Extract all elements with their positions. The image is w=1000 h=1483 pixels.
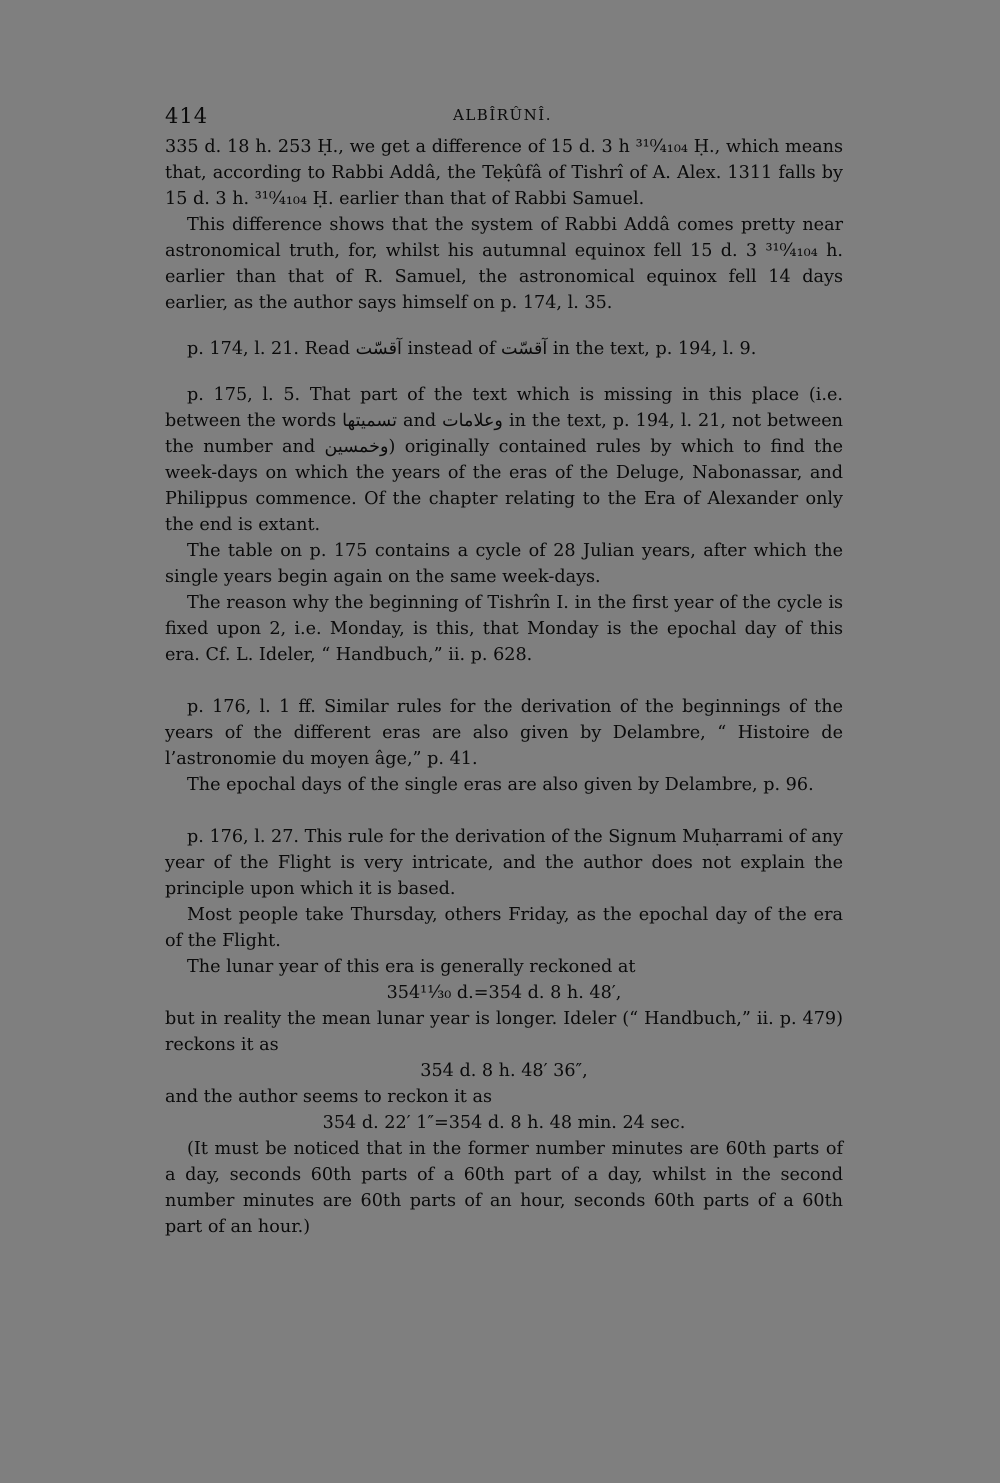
paragraph: but in reality the mean lunar year is longer. Ideler (“ Handbuch,” ii. p. 479) reckons it as: [165, 1009, 843, 1055]
note-paragraph: p. 175, l. 5. That part of the text which is missing in this place (i.e. between the words تسميتها and وعلامات in the text, p. 194, l. 21, not between the number and وخمسين) originally contained rules by which to find the week-days on which the years of the eras of the Deluge, Nabonassar, and Philippus commence. Of the chapter relating to the Era of Alexander only the end is extant.: [165, 385, 844, 535]
paragraph: and the author seems to reckon it as: [165, 1087, 492, 1107]
paragraph: The reason why the beginning of Tishrîn I. in the first year of the cycle is fixed upon 2, i.e. Monday, is this, that Monday is the epochal day of this era. Cf. L. Ideler, “ Handbuch,” ii. p. 628.: [165, 593, 843, 665]
paragraph: 335 d. 18 h. 253 Ḥ., we get a difference of 15 d. 3 h ³¹⁰⁄₄₁₀₄ Ḥ., which means that, according to Rabbi Addâ, the Teḳûfâ of Tishrî of A. Alex. 1311 falls by 15 d. 3 h. ³¹⁰⁄₄₁₀₄ Ḥ. earlier than that of Rabbi Samuel.: [165, 137, 843, 209]
note-paragraph: p. 176, l. 1 ff. Similar rules for the derivation of the beginnings of the years of the different eras are also given by Delambre, “ Histoire de l’astronomie du moyen âge,” p. 41.: [165, 697, 843, 769]
page-number: 414: [165, 104, 209, 128]
page-header: [165, 100, 843, 134]
formula-line: 354 d. 22′ 1″=354 d. 8 h. 48 min. 24 sec.: [322, 1113, 686, 1133]
paragraph: (It must be noticed that in the former number minutes are 60th parts of a day, seconds 60th parts of a 60th part of a day, whilst in the second number minutes are 60th parts of an hour, seconds 60th parts of a 60th part of an hour.): [165, 1139, 843, 1237]
note-paragraph: p. 176, l. 27. This rule for the derivation of the Signum Muḥarrami of any year of the Flight is very intricate, and the author does not explain the principle upon which it is based.: [165, 827, 843, 899]
note-paragraph: p. 174, l. 21. Read آقسّت instead of آقسّت in the text, p. 194, l. 9.: [187, 339, 757, 359]
book-page: [165, 100, 843, 1240]
paragraph: Most people take Thursday, others Friday, as the epochal day of the era of the Flight.: [165, 905, 843, 951]
formula-line: 354¹¹⁄₃₀ d.=354 d. 8 h. 48′,: [386, 983, 622, 1003]
running-title: ALBÎRÛNÎ.: [453, 106, 552, 124]
page-body: [165, 134, 843, 1240]
formula-line: 354 d. 8 h. 48′ 36″,: [420, 1061, 588, 1081]
paragraph: The epochal days of the single eras are also given by Delambre, p. 96.: [187, 775, 814, 795]
paragraph: This difference shows that the system of Rabbi Addâ comes pretty near astronomical truth, for, whilst his autumnal equinox fell 15 d. 3 ³¹⁰⁄₄₁₀₄ h. earlier than that of R. Samuel, the astronomical equinox fell 14 days earlier, as the author says himself on p. 174, l. 35.: [165, 215, 843, 313]
paragraph: The table on p. 175 contains a cycle of 28 Julian years, after which the single years begin again on the same week-days.: [165, 541, 843, 587]
paragraph: The lunar year of this era is generally reckoned at: [187, 957, 636, 977]
